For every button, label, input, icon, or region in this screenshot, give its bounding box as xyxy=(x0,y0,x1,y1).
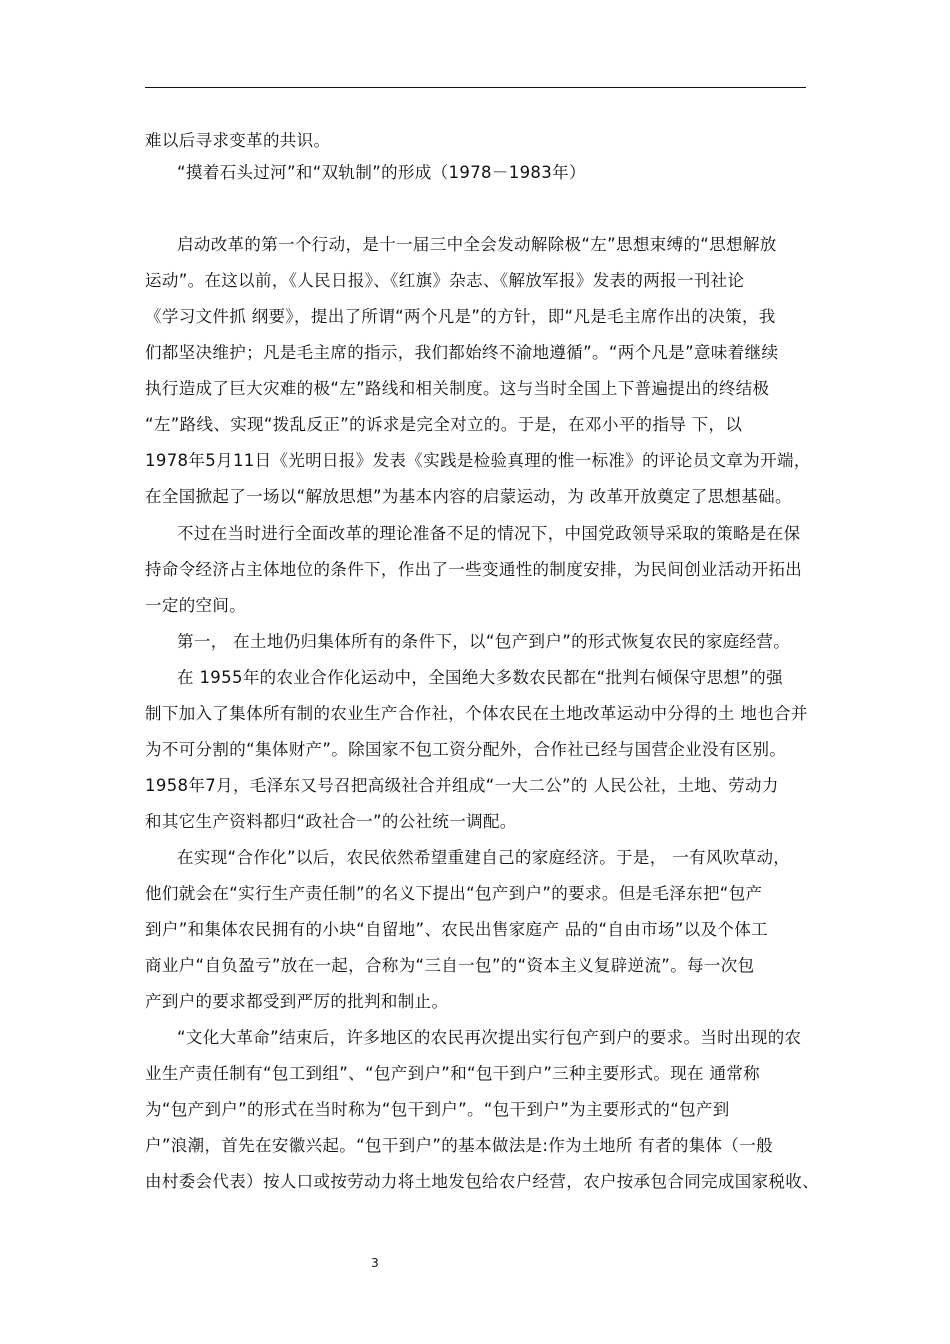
text-line: 运动”。在这以前，《人民日报》、《红旗》杂志、《解放军报》发表的两报一刊社论 xyxy=(145,271,745,290)
text-line: 在实现“合作化”以后，农民依然希望重建自己的家庭经济。于是， 一有风吹草动， xyxy=(177,848,791,867)
text-line: “左”路线、实现“拨乱反正”的诉求是完全对立的。于是，在邓小平的指导 下，以 xyxy=(145,415,743,434)
text-line: 一定的空间。 xyxy=(145,596,247,615)
text-line: 和其它生产资料都归“政社合一”的公社统一调配。 xyxy=(145,812,517,831)
section-heading: “摸着石头过河”和“双轨制”的形成（1978－1983年） xyxy=(177,163,586,182)
header-rule xyxy=(145,87,806,88)
text-line: 由村委会代表）按人口或按劳动力将土地发包给农户经营，农户按承包合同完成国家税收、 xyxy=(145,1172,819,1191)
text-line: 在全国掀起了一场以“解放思想”为基本内容的启蒙运动，为 改革开放奠定了思想基础。 xyxy=(145,487,792,506)
text-line: 在 1955年的农业合作化运动中，全国绝大多数农民都在“批判右倾保守思想”的强 xyxy=(177,668,783,687)
text-line: 们都坚决维护；凡是毛主席的指示，我们都始终不渝地遵循”。“两个凡是”意味着继续 xyxy=(145,343,779,362)
page-number: 3 xyxy=(371,1256,379,1270)
text-line: 《学习文件抓 纲要》，提出了所谓“两个凡是”的方针，即“凡是毛主席作出的决策，我 xyxy=(145,307,776,326)
text-line: 制下加入了集体所有制的农业生产合作社，个体农民在土地改革运动中分得的土 地也合并 xyxy=(145,704,808,723)
text-line: “文化大革命”结束后，许多地区的农民再次提出实行包产到户的要求。当时出现的农 xyxy=(177,1028,802,1047)
text-line: 他们就会在“实行生产责任制”的名义下提出“包产到户”的要求。但是毛泽东把“包产 xyxy=(145,884,763,903)
text-line: 第一， 在土地仍归集体所有的条件下，以“包产到户”的形式恢复农民的家庭经营。 xyxy=(177,632,791,651)
text-line: 难以后寻求变革的共识。 xyxy=(145,131,331,150)
text-line: 启动改革的第一个行动，是十一届三中全会发动解除极“左”思想束缚的“思想解放 xyxy=(177,235,777,254)
text-line: 1978年5月11日《光明日报》发表《实践是检验真理的惟一标准》的评论员文章为开端， xyxy=(145,451,811,470)
text-line: 产到户的要求都受到严厉的批判和制止。 xyxy=(145,992,449,1011)
text-line: 户”浪潮，首先在安徽兴起。“包干到户”的基本做法是:作为土地所 有者的集体（一般 xyxy=(145,1136,773,1155)
text-line: 执行造成了巨大灾难的极“左”路线和相关制度。这与当时全国上下普遍提出的终结极 xyxy=(145,379,770,398)
text-line: 持命令经济占主体地位的条件下，作出了一些变通性的制度安排，为民间创业活动开拓出 xyxy=(145,560,803,579)
text-line: 1958年7月，毛泽东又号召把高级社合并组成“一大二公”的 人民公社，土地、劳动力 xyxy=(145,776,779,795)
text-line: 为不可分割的“集体财产”。除国家不包工资分配外，合作社已经与国营企业没有区别。 xyxy=(145,740,787,759)
text-line: 不过在当时进行全面改革的理论准备不足的情况下，中国党政领导采取的策略是在保 xyxy=(177,524,801,543)
text-line: 为“包产到户”的形式在当时称为“包干到户”。“包干到户”为主要形式的“包产到 xyxy=(145,1100,730,1119)
text-line: 到户”和集体农民拥有的小块“自留地”、农民出售家庭产 品的“自由市场”以及个体工 xyxy=(145,920,768,939)
text-line: 商业户“自负盈亏”放在一起，合称为“三自一包”的“资本主义复辟逆流”。每一次包 xyxy=(145,956,755,975)
text-line: 业生产责任制有“包工到组”、“包产到户”和“包干到户”三种主要形式。现在 通常称 xyxy=(145,1064,761,1083)
